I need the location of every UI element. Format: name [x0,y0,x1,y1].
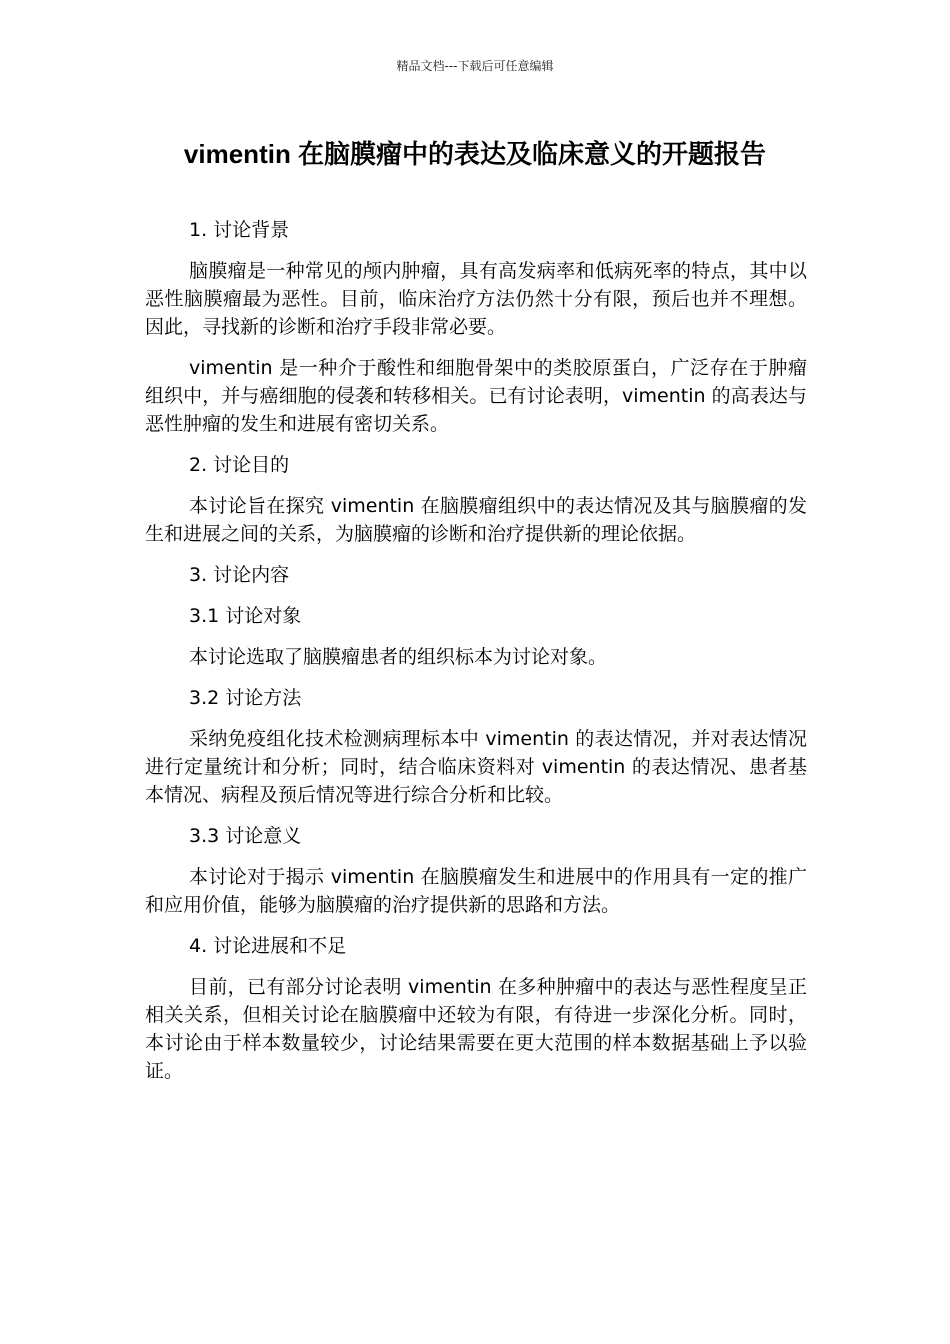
paragraph-background-1: 脑膜瘤是一种常见的颅内肿瘤，具有高发病率和低病死率的特点，其中以恶性脑膜瘤最为恶性。目前，临床治疗方法仍然十分有限，预后也并不理想。因此，寻找新的诊断和治疗手段非常必要。 [145,260,807,338]
document-title: vimentin 在脑膜瘤中的表达及临床意义的开题报告 [183,139,767,169]
section-heading-progress: 4. 讨论进展和不足 [189,935,347,957]
section-heading-purpose: 2. 讨论目的 [189,454,290,476]
document-body [145,216,807,1098]
section-heading-background: 1. 讨论背景 [189,219,290,241]
subsection-heading-methods: 3.2 讨论方法 [189,687,302,709]
paragraph-progress: 目前，已有部分讨论表明 vimentin 在多种肿瘤中的表达与恶性程度呈正相关关系，但相关讨论在脑膜瘤中还较为有限，有待进一步深化分析。同时，本讨论由于样本数量较少，讨论结果需要在更大范围的样本数据基础上予以验证。 [145,976,807,1082]
subsection-heading-subjects: 3.1 讨论对象 [189,605,302,627]
subsection-heading-significance: 3.3 讨论意义 [189,825,302,847]
paragraph-significance: 本讨论对于揭示 vimentin 在脑膜瘤发生和进展中的作用具有一定的推广和应用价值，能够为脑膜瘤的治疗提供新的思路和方法。 [145,866,807,916]
paragraph-purpose: 本讨论旨在探究 vimentin 在脑膜瘤组织中的表达情况及其与脑膜瘤的发生和进展之间的关系，为脑膜瘤的诊断和治疗提供新的理论依据。 [145,495,807,545]
paragraph-subjects: 本讨论选取了脑膜瘤患者的组织标本为讨论对象。 [189,646,608,668]
paragraph-background-2: vimentin 是一种介于酸性和细胞骨架中的类胶原蛋白，广泛存在于肿瘤组织中，并与癌细胞的侵袭和转移相关。已有讨论表明，vimentin 的高表达与恶性肿瘤的发生和进展有密切关系。 [145,357,807,435]
paragraph-methods: 采纳免疫组化技术检测病理标本中 vimentin 的表达情况，并对表达情况进行定量统计和分析；同时，结合临床资料对 vimentin 的表达情况、患者基本情况、病程及预后情况等进行综合分析和比较。 [145,728,807,806]
header-note: 精品文档---下载后可任意编辑 [396,59,554,73]
section-heading-content: 3. 讨论内容 [189,564,290,586]
